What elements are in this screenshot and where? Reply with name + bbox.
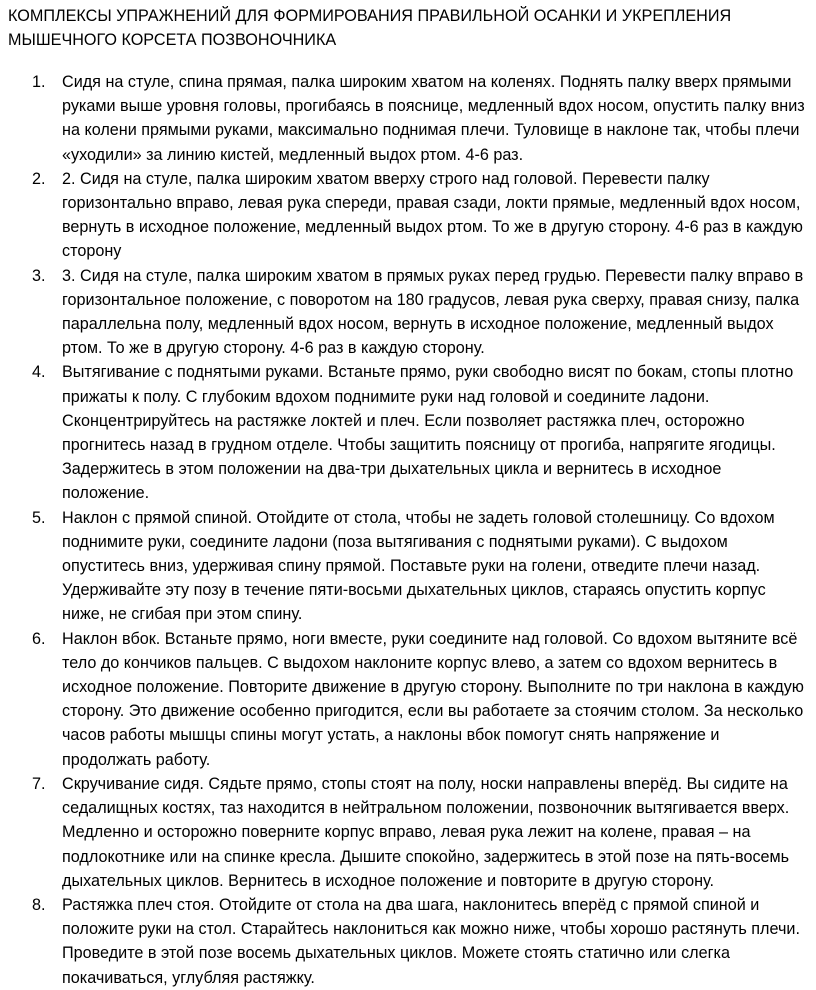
list-item-text: Вытягивание с поднятыми руками. Встаньте прямо, руки свободно висят по бокам, стопы плотно прижаты к полу. С глубоким вдохом поднимите руки над головой и соедините ладони. Сконцентрируйтесь на растяжке локтей и плеч. Если позволяет растяжка плеч, осторожно прогнитесь назад в грудном отделе. Чтобы защитить поясницу от прогиба, напрягите ягодицы. Задержитесь в этом положении на два-три дыхательных цикла и вернитесь в исходное положение. — [62, 363, 794, 503]
list-item-number: 6. — [32, 629, 46, 648]
list-item-number: 1. — [32, 73, 46, 91]
exercise-list — [8, 70, 810, 990]
list-item-text: 2. Сидя на стуле, палка широким хватом вверху строго над головой. Перевести палку горизонтально вправо, левая рука спереди, правая сзади, локти прямые, медленный вдох носом, вернуть в исходное положение, медленный выдох ртом. То же в другую сторону. 4-6 раз в каждую сторону — [62, 169, 803, 261]
list-item — [8, 70, 810, 167]
list-item-number: 4. — [32, 363, 46, 382]
list-item-number: 5. — [32, 508, 46, 527]
list-item-number: 7. — [32, 774, 46, 793]
list-item-text: 3. Сидя на стуле, палка широким хватом в прямых руках перед грудью. Перевести палку вправо в горизонтальное положение, с поворотом на 180 градусов, левая рука сверху, правая снизу, палка параллельна полу, медленный вдох носом, вернуть в исходное положение, медленный выдох ртом. То же в другую сторону. 4-6 раз в каждую сторону. — [62, 266, 804, 358]
list-item-number: 2. — [32, 169, 46, 188]
list-item — [8, 506, 810, 627]
list-item-text: Скручивание сидя. Сядьте прямо, стопы стоят на полу, носки направлены вперёд. Вы сидите на седалищных костях, таз находится в нейтральном положении, позвоночник вытягивается вверх. Медленно и осторожно поверните корпус вправо, левая рука лежит на колене, правая – на подлокотнике или на спинке кресла. Дышите спокойно, задержитесь в этой позе на пять-восемь дыхательных циклов. Вернитесь в исходное положение и повторите в другую сторону. — [62, 774, 790, 890]
list-item-number: 3. — [32, 266, 46, 285]
list-item — [8, 264, 810, 361]
list-item-number: 8. — [32, 895, 46, 914]
list-item — [8, 360, 810, 505]
list-item-text: Растяжка плеч стоя. Отойдите от стола на два шага, наклонитесь вперёд с прямой спиной и положите руки на стол. Старайтесь наклониться как можно ниже, чтобы хорошо растянуть плечи. Проведите в этой позе восемь дыхательных циклов. Можете стоять статично или слегка покачиваться, углубляя растяжку. — [62, 895, 800, 987]
list-item — [8, 167, 810, 264]
list-item-text: Сидя на стуле, спина прямая, палка широким хватом на коленях. Поднять палку вверх прямыми руками выше уровня головы, прогибаясь в пояснице, медленный вдох носом, опустить палку вниз на колени прямыми руками, максимально поднимая плечи. Туловище в наклоне так, чтобы плечи «уходили» за линию кистей, медленный выдох ртом. 4-6 раз. — [62, 73, 805, 164]
list-item — [8, 627, 810, 772]
document-title: КОМПЛЕКСЫ УПРАЖНЕНИЙ ДЛЯ ФОРМИРОВАНИЯ ПРАВИЛЬНОЙ ОСАНКИ И УКРЕПЛЕНИЯ МЫШЕЧНОГО КОРСЕТА ПОЗВОНОЧНИКА — [8, 7, 732, 49]
list-item — [8, 893, 810, 990]
list-item-text: Наклон вбок. Встаньте прямо, ноги вместе, руки соедините над головой. Со вдохом вытяните всё тело до кончиков пальцев. С выдохом наклоните корпус влево, а затем со вдохом вернитесь в исходное положение. Повторите движение в другую сторону. Выполните по три наклона в каждую сторону. Это движение особенно пригодится, если вы работаете за стоячим столом. За несколько часов работы мышцы спины могут устать, а наклоны вбок помогут снять напряжение и продолжать работу. — [62, 629, 804, 769]
list-item-text: Наклон с прямой спиной. Отойдите от стола, чтобы не задеть головой столешницу. Со вдохом поднимите руки, соедините ладони (поза вытягивания с поднятыми руками). С выдохом опуститесь вниз, удерживая спину прямой. Поставьте руки на голени, отведите плечи назад. Удерживайте эту позу в течение пяти-восьми дыхательных циклов, стараясь опустить корпус ниже, не сгибая при этом спину. — [62, 508, 775, 624]
list-item — [8, 772, 810, 893]
